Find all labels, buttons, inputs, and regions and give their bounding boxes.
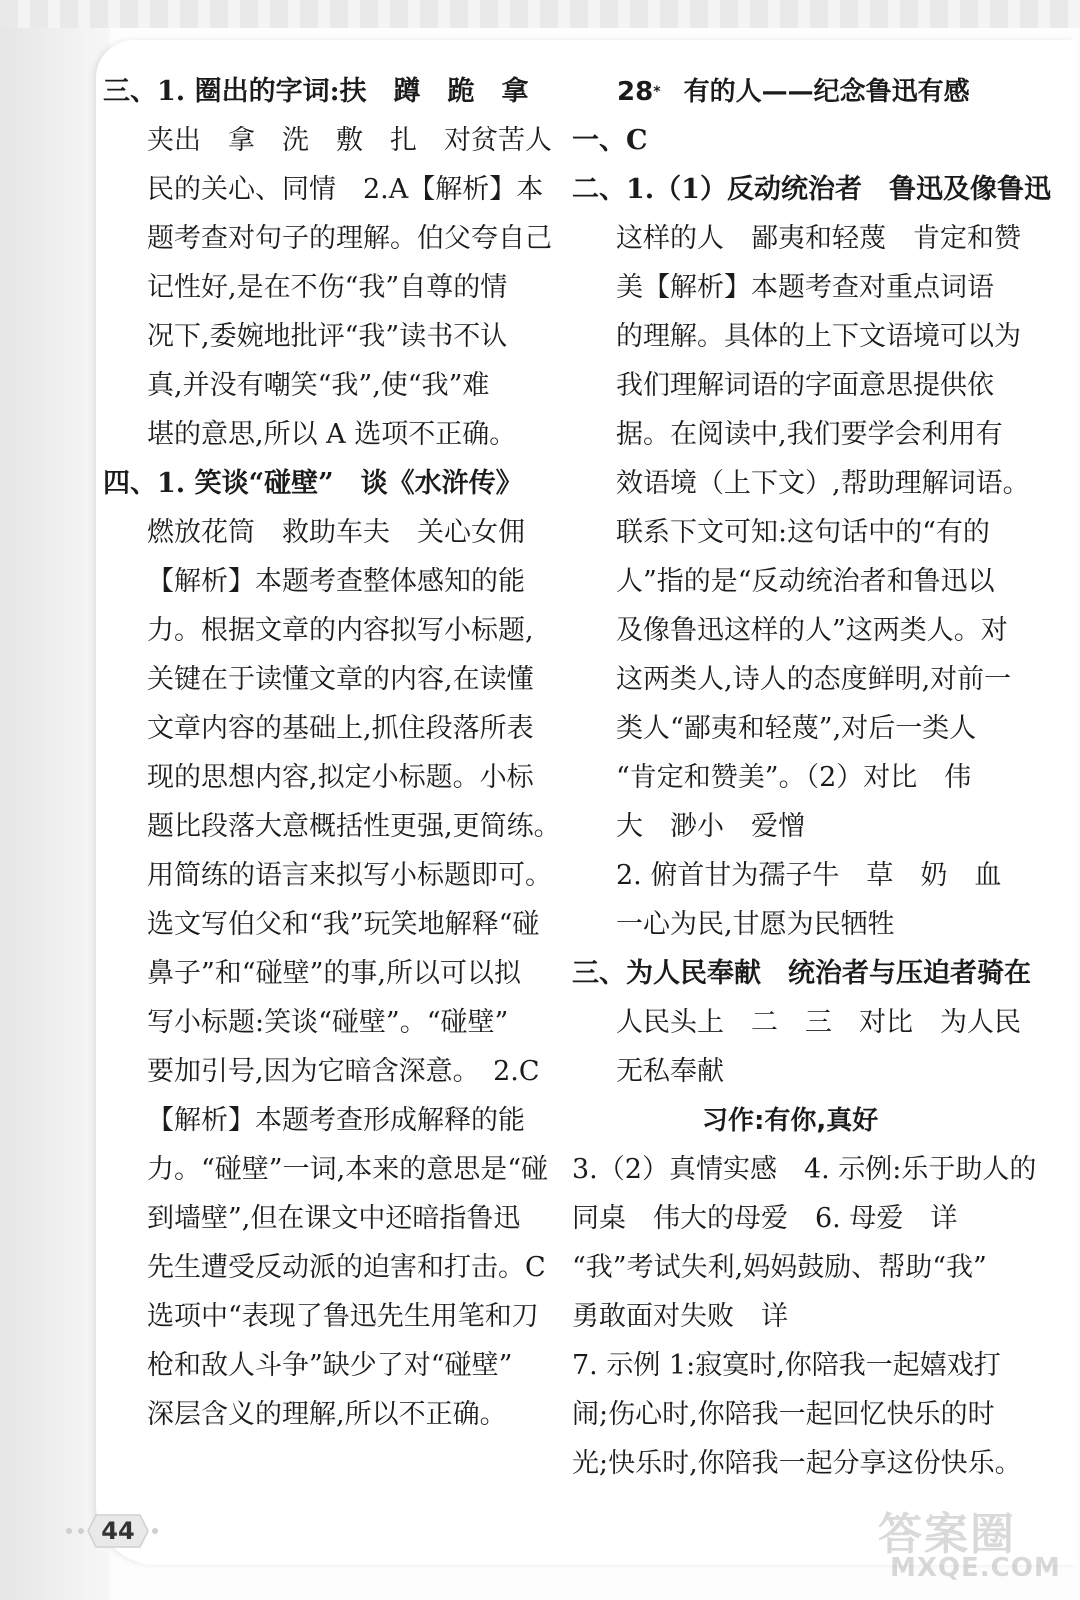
- writing-section-title: 习作:有你,真好: [702, 1106, 879, 1136]
- answer-line: 到墙壁”,但在课文中还暗指鲁迅: [147, 1203, 521, 1234]
- answer-line: 的理解。具体的上下文语境可以为: [616, 321, 1021, 352]
- answer-line: 大 渺小 爱憎: [616, 811, 805, 842]
- answer-line: 3.（2）真情实感 4. 示例:乐于助人的: [572, 1154, 1037, 1185]
- answer-line: 题考查对句子的理解。伯父夸自己: [147, 223, 552, 254]
- answer-line: 用简练的语言来拟写小标题即可。: [147, 860, 552, 891]
- answer-line: 效语境（上下文）,帮助理解词语。: [616, 468, 1030, 499]
- answer-line: 据。在阅读中,我们要学会利用有: [616, 419, 1003, 450]
- answer-line: 夹出 拿 洗 敷 扎 对贫苦人: [147, 125, 552, 156]
- answer-line: 这样的人 鄙夷和轻蔑 肯定和赞: [616, 223, 1021, 254]
- lesson-number: 28: [617, 77, 654, 107]
- page-number: 44: [101, 1517, 135, 1545]
- section-three-answer-line: 三、为人民奉献 统治者与压迫者骑在: [572, 958, 1031, 989]
- answer-line: 无私奉献: [616, 1056, 724, 1087]
- lesson-heading: [617, 72, 970, 112]
- answer-line: 堪的意思,所以 A 选项不正确。: [147, 419, 517, 450]
- answer-line: 深层含义的理解,所以不正确。: [147, 1399, 507, 1430]
- section-three-answer-line: 三、1. 圈出的字词:扶 蹲 跪 拿: [103, 76, 529, 107]
- answer-line: 我们理解词语的字面意思提供依: [616, 370, 994, 401]
- answer-line: 燃放花筒 救助车夫 关心女佣: [147, 517, 525, 548]
- page-number-badge: [86, 1511, 150, 1551]
- answer-line: 真,并没有嘲笑“我”,使“我”难: [147, 370, 490, 401]
- answer-line: 力。根据文章的内容拟写小标题,: [147, 615, 534, 646]
- answer-line: 写小标题:笑谈“碰壁”。“碰壁”: [147, 1007, 509, 1038]
- left-page-margin: [0, 28, 110, 1600]
- answer-line: 关键在于读懂文章的内容,在读懂: [147, 664, 534, 695]
- lesson-title: 有的人——纪念鲁迅有感: [683, 77, 970, 107]
- section-one-answer-line: 一、C: [572, 125, 648, 156]
- answer-line: 光;快乐时,你陪我一起分享这份快乐。: [572, 1448, 1022, 1479]
- section-two-answer-line: 二、1.（1）反动统治者 鲁迅及像鲁迅: [572, 174, 1051, 205]
- answer-line: 2. 俯首甘为孺子牛 草 奶 血: [616, 860, 1002, 891]
- answer-line: 美【解析】本题考查对重点词语: [616, 272, 994, 303]
- answer-line: 题比段落大意概括性更强,更简练。: [147, 811, 561, 842]
- answer-line: 勇敢面对失败 详: [572, 1301, 788, 1332]
- answer-line: 文章内容的基础上,抓住段落所表: [147, 713, 534, 744]
- answer-line: “肯定和赞美”。（2）对比 伟: [616, 762, 972, 793]
- watermark-text: 答案圈: [878, 1509, 1016, 1560]
- answer-line: 人”指的是“反动统治者和鲁迅以: [616, 566, 995, 597]
- answer-line: 选项中“表现了鲁迅先生用笔和刀: [147, 1301, 539, 1332]
- answer-line: 力。“碰壁”一词,本来的意思是“碰: [147, 1154, 548, 1185]
- answer-line: 【解析】本题考查整体感知的能: [147, 566, 525, 597]
- answer-line: 联系下文可知:这句话中的“有的: [616, 517, 990, 548]
- answer-line: 况下,委婉地批评“我”读书不认: [147, 321, 508, 352]
- answer-line: 要加引号,因为它暗含深意。 2.C: [147, 1056, 540, 1087]
- section-four-answer-line: 四、1. 笑谈“碰壁” 谈《水浒传》: [103, 468, 523, 499]
- lesson-star-icon: *: [653, 84, 661, 100]
- answer-line: 【解析】本题考查形成解释的能: [147, 1105, 525, 1136]
- answer-line: 这两类人,诗人的态度鲜明,对前一: [616, 664, 1012, 695]
- answer-line: 现的思想内容,拟定小标题。小标: [147, 762, 534, 793]
- answer-line: 选文写伯父和“我”玩笑地解释“碰: [147, 909, 540, 940]
- watermark-url: MXQE.COM: [890, 1553, 1061, 1583]
- answer-line: 民的关心、同情 2.A【解析】本: [147, 174, 544, 205]
- answer-line: “我”考试失利,妈妈鼓励、帮助“我”: [572, 1252, 987, 1283]
- answer-line: 人民头上 二 三 对比 为人民: [616, 1007, 1021, 1038]
- answer-line: 记性好,是在不伤“我”自尊的情: [147, 272, 508, 303]
- answer-line: 及像鲁迅这样的人”这两类人。对: [616, 615, 1008, 646]
- watermark-logo: [870, 1498, 1070, 1593]
- answer-line: 7. 示例 1:寂寞时,你陪我一起嬉戏打: [572, 1350, 1001, 1381]
- top-decorative-band: [0, 0, 1080, 28]
- answer-line: 闹;伤心时,你陪我一起回忆快乐的时: [572, 1399, 995, 1430]
- answer-line: 一心为民,甘愿为民牺牲: [616, 909, 895, 940]
- answer-line: 类人“鄙夷和轻蔑”,对后一类人: [616, 713, 977, 744]
- answer-line: 同桌 伟大的母爱 6. 母爱 详: [572, 1203, 958, 1234]
- answer-line: 鼻子”和“碰壁”的事,所以可以拟: [147, 958, 521, 989]
- answer-line: 先生遭受反动派的迫害和打击。C: [147, 1252, 546, 1283]
- answer-line: 枪和敌人斗争”缺少了对“碰壁”: [147, 1350, 513, 1381]
